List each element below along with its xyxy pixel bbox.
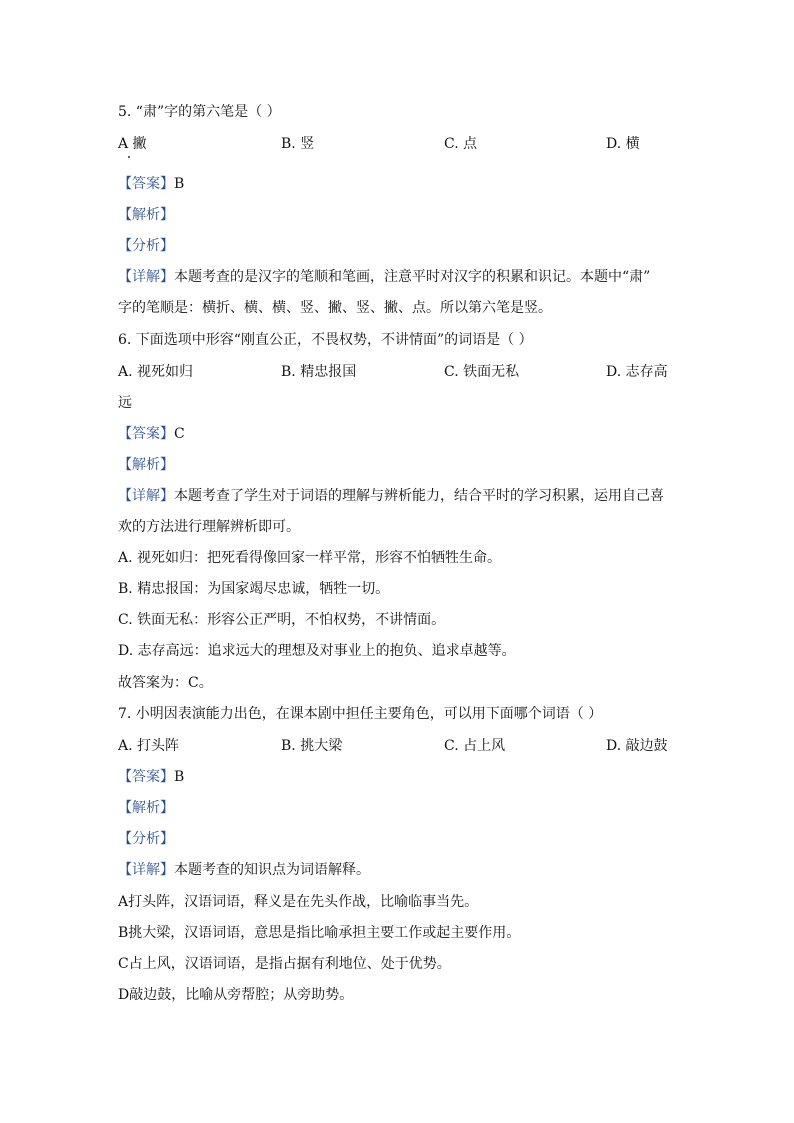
detail-text: 本题考查了学生对于词语的理解与辨析能力，结合平时的学习积累，运用自己喜 — [174, 488, 664, 504]
q7-option-b: B. 挑大梁 — [281, 738, 343, 754]
q5-answer — [118, 174, 184, 194]
q5-fenxi-tag: 【分析】 — [118, 238, 174, 254]
q5-options — [118, 134, 678, 154]
q5-option-b: B. 竖 — [281, 136, 315, 152]
q6-detail — [118, 486, 664, 506]
q5-detail — [118, 267, 650, 287]
answer-value: B — [174, 769, 185, 785]
q5-option-c: C. 点 — [444, 136, 478, 152]
q6-explanation-b: B. 精忠报国：为国家竭尽忠诚，牺牲一切。 — [118, 581, 390, 597]
q7-option-a: A. 打头阵 — [118, 738, 180, 754]
detail-text: 本题考查的是汉字的笔顺和笔画，注意平时对汉字的积累和识记。本题中“肃” — [174, 269, 651, 285]
q6-option-wrap: 远 — [118, 395, 132, 411]
answer-value: C — [174, 426, 185, 442]
q7-detail — [118, 860, 370, 880]
q6-explanation-d: D. 志存高远：追求远大的理想及对事业上的抱负、追求卓越等。 — [118, 643, 516, 659]
q5-option-a: A 撇 — [118, 136, 147, 152]
q7-fenxi-tag: 【分析】 — [118, 831, 174, 847]
q7-options — [118, 736, 678, 756]
q6-stem: 6. 下面选项中形容“刚直公正，不畏权势，不讲情面”的词语是（ ） — [118, 332, 533, 348]
q7-explanation-a: A打头阵，汉语词语，释义是在先头作战，比喻临事当先。 — [118, 894, 479, 910]
q7-explanation-d: D敲边鼓，比喻从旁帮腔；从旁助势。 — [118, 987, 354, 1003]
q6-analysis-tag: 【解析】 — [118, 457, 174, 473]
answer-value: B — [174, 176, 185, 192]
stray-dot — [128, 156, 130, 158]
detail-text: 本题考查的知识点为词语解释。 — [174, 862, 370, 878]
q7-option-c: C. 占上风 — [444, 738, 506, 754]
answer-tag: 【答案】 — [118, 176, 174, 192]
detail-tag: 【详解】 — [118, 488, 174, 504]
q6-explanation-a: A. 视死如归：把死看得像回家一样平常，形容不怕牺牲生命。 — [118, 550, 502, 566]
q6-option-d: D. 志存高 — [606, 364, 668, 380]
q6-answer — [118, 424, 185, 444]
q6-option-c: C. 铁面无私 — [444, 364, 520, 380]
q6-options — [118, 362, 678, 382]
q6-explanation-c: C. 铁面无私：形容公正严明，不怕权势，不讲情面。 — [118, 612, 446, 628]
q7-answer — [118, 767, 184, 787]
q6-detail-line2: 欢的方法进行理解辨析即可。 — [118, 519, 300, 535]
detail-tag: 【详解】 — [118, 269, 174, 285]
answer-tag: 【答案】 — [118, 426, 174, 442]
detail-tag: 【详解】 — [118, 862, 174, 878]
answer-tag: 【答案】 — [118, 769, 174, 785]
q7-explanation-b: B挑大梁，汉语词语，意思是指比喻承担主要工作或起主要作用。 — [118, 925, 521, 941]
q6-option-b: B. 精忠报国 — [281, 364, 357, 380]
q7-stem: 7. 小明因表演能力出色，在课本剧中担任主要角色，可以用下面哪个词语（ ） — [118, 706, 603, 722]
q7-explanation-c: C占上风，汉语词语，是指占据有利地位、处于优势。 — [118, 956, 451, 972]
q5-stem: 5. “肃”字的第六笔是（ ） — [118, 104, 281, 120]
q5-detail-line2: 字的笔顺是：横折、横、横、竖、撇、竖、撇、点。所以第六笔是竖。 — [118, 300, 552, 316]
q7-option-d: D. 敲边鼓 — [606, 738, 668, 754]
q6-option-a: A. 视死如归 — [118, 364, 194, 380]
q7-analysis-tag: 【解析】 — [118, 800, 174, 816]
q6-conclusion: 故答案为：C。 — [118, 675, 213, 691]
q5-analysis-tag: 【解析】 — [118, 207, 174, 223]
q5-option-d: D. 横 — [606, 136, 640, 152]
